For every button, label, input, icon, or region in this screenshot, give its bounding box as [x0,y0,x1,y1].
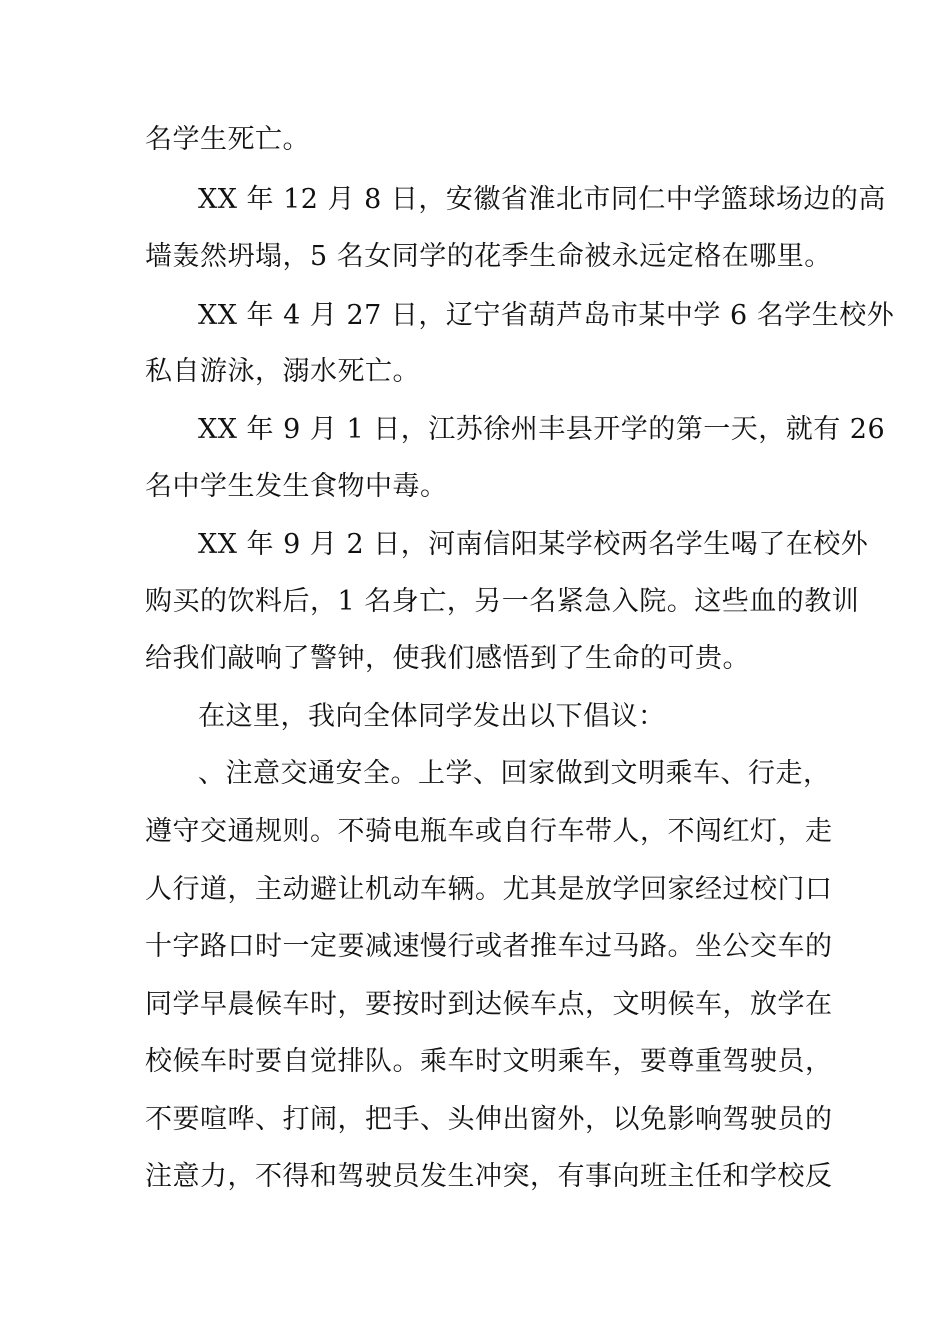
text-line: 、注意交通安全。上学、回家做到文明乘车、行走， [198,758,831,789]
text-line: XX 年 9 月 2 日，河南信阳某学校两名学生喝了在校外 [198,529,869,560]
text-line: 注意力，不得和驾驶员发生冲突，有事向班主任和学校反 [145,1161,833,1192]
text-line: 购买的饮料后，1 名身亡，另一名紧急入院。这些血的教训 [145,586,860,617]
text-line: 名中学生发生食物中毒。 [145,471,448,502]
text-line: 十字路口时一定要减速慢行或者推车过马路。坐公交车的 [145,931,833,962]
text-line: 遵守交通规则。不骑电瓶车或自行车带人，不闯红灯，走 [145,816,833,847]
text-line: 同学早晨候车时，要按时到达候车点，文明候车，放学在 [145,989,833,1020]
text-line: 名学生死亡。 [145,124,310,155]
text-line: 不要喧哗、打闹，把手、头伸出窗外，以免影响驾驶员的 [145,1104,833,1135]
text-line: 墙轰然坍塌，5 名女同学的花季生命被永远定格在哪里。 [145,241,832,272]
text-line: 给我们敲响了警钟，使我们感悟到了生命的可贵。 [145,643,750,674]
text-line: XX 年 4 月 27 日，辽宁省葫芦岛市某中学 6 名学生校外 [198,300,895,331]
text-line: XX 年 12 月 8 日，安徽省淮北市同仁中学篮球场边的高 [198,184,886,215]
text-line: 人行道，主动避让机动车辆。尤其是放学回家经过校门口 [145,874,833,905]
text-line: XX 年 9 月 1 日，江苏徐州丰县开学的第一天，就有 26 [198,414,886,445]
text-line: 校候车时要自觉排队。乘车时文明乘车，要尊重驾驶员， [145,1046,833,1077]
text-line: 私自游泳，溺水死亡。 [145,356,420,387]
text-line: 在这里，我向全体同学发出以下倡议： [198,701,666,732]
